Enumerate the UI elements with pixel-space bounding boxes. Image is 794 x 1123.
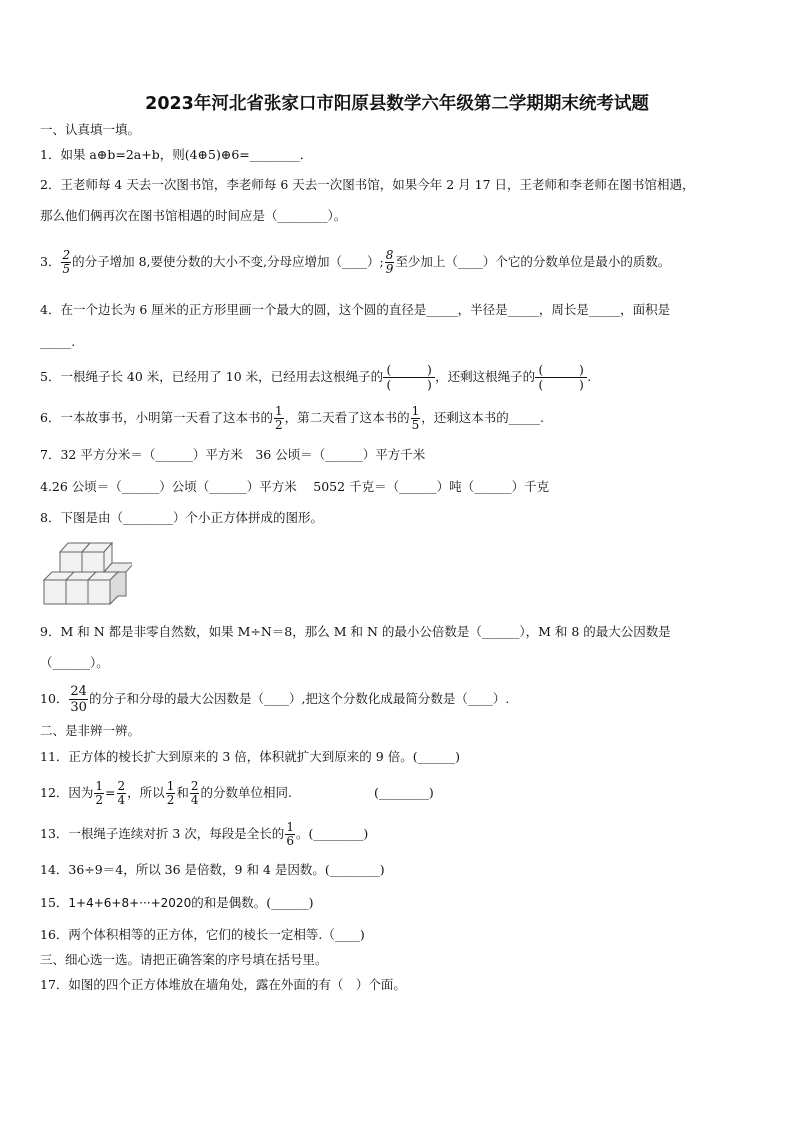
question-6: 6．一本故事书，小明第一天看了这本书的 $\frac{1}{2}$ ，第二天看了这本书的 $\frac{1}{5}$ ，还剩这本书的_____.	[40, 404, 544, 432]
fraction-2-4-b: $\frac{2}{4}$	[190, 779, 199, 807]
fraction-2-5: $\frac{2}{5}$	[62, 248, 71, 276]
question-7-line-2: 4.26 公顷＝（______）公顷（______）平方米 5052 千克＝（______）吨（______）千克	[40, 479, 550, 494]
question-8: 8．下图是由（________）个小正方体拼成的图形。	[40, 510, 323, 525]
cube-stack-figure	[40, 540, 132, 606]
question-13: 13．一根绳子连续对折 3 次，每段是全长的 $\frac{1}{6}$ 。(________)	[40, 820, 369, 848]
question-14: 14．36÷9＝4，所以 36 是倍数，9 和 4 是因数。(________)	[40, 862, 385, 877]
fraction-1-2-b: $\frac{1}{2}$	[166, 779, 175, 807]
question-9-line-1: 9．M 和 N 都是非零自然数，如果 M÷N＝8，那么 M 和 N 的最小公倍数是（______），M 和 8 的最大公因数是	[40, 624, 671, 639]
question-3: 3． $\frac{2}{5}$ 的分子增加 8,要使分数的大小不变,分母应增加（____）; $\frac{8}{9}$ 至少加上（____）个它的分数单位是最小的质数。	[40, 248, 671, 276]
page-title: 2023年河北省张家口市阳原县数学六年级第二学期期末统考试题	[145, 94, 649, 114]
question-5: 5．一根绳子长 40 米，已经用了 10 米，已经用去这根绳子的 ( ) ( ) ，还剩这根绳子的 ( ) ( ) .	[40, 363, 592, 392]
fraction-24-30: $\frac{24}{30}$	[70, 684, 87, 715]
question-2-line-1: 2．王老师每 4 天去一次图书馆，李老师每 6 天去一次图书馆，如果今年 2 月 17 日，王老师和李老师在图书馆相遇，	[40, 177, 695, 192]
fraction-8-9: $\frac{8}{9}$	[385, 248, 394, 276]
section-heading-3: 三、细心选一选。请把正确答案的序号填在括号里。	[40, 952, 328, 967]
fraction-1-5: $\frac{1}{5}$	[411, 404, 420, 432]
question-4-line-2: _____.	[40, 334, 76, 349]
blank-fraction-remaining: ( ) ( )	[535, 363, 587, 392]
question-17: 17．如图的四个正方体堆放在墙角处，露在外面的有（ ）个面。	[40, 977, 406, 992]
question-7-line-1: 7．32 平方分米＝（______）平方米 36 公顷＝（______）平方千米	[40, 447, 426, 462]
question-16: 16．两个体积相等的正方体，它们的棱长一定相等.（____)	[40, 927, 365, 942]
fraction-1-6: $\frac{1}{6}$	[286, 820, 294, 848]
fraction-2-4-a: $\frac{2}{4}$	[117, 779, 126, 807]
question-9-line-2: （______）。	[40, 655, 109, 670]
question-10: 10． $\frac{24}{30}$ 的分子和分母的最大公因数是（____）,把这个分数化成最简分数是（____）.	[40, 684, 510, 715]
question-11: 11．正方体的棱长扩大到原来的 3 倍，体积就扩大到原来的 9 倍。(______)	[40, 749, 460, 764]
question-12: 12．因为 $\frac{1}{2}$ = $\frac{2}{4}$ ，所以 $\frac{1}{2}$ 和 $\frac{2}{4}$ 的分数单位相同. (________)	[40, 779, 434, 807]
question-2-line-2: 那么他们俩再次在图书馆相遇的时间应是（________）。	[40, 208, 347, 223]
blank-fraction-used: ( ) ( )	[383, 363, 435, 392]
question-1: 1．如果 a⊕b=2a+b，则(4⊕5)⊕6=________．	[40, 147, 313, 162]
fraction-1-2: $\frac{1}{2}$	[274, 404, 283, 432]
fraction-1-2-a: $\frac{1}{2}$	[95, 779, 104, 807]
section-heading-1: 一、认真填一填。	[40, 122, 141, 137]
question-15: 15．1+4+6+8+···+2020的和是偶数。(______)	[40, 895, 314, 910]
question-4-line-1: 4．在一个边长为 6 厘米的正方形里画一个最大的圆，这个圆的直径是_____，半径是_____，周长是_____，面积是	[40, 302, 671, 317]
section-heading-2: 二、是非辨一辨。	[40, 723, 141, 738]
